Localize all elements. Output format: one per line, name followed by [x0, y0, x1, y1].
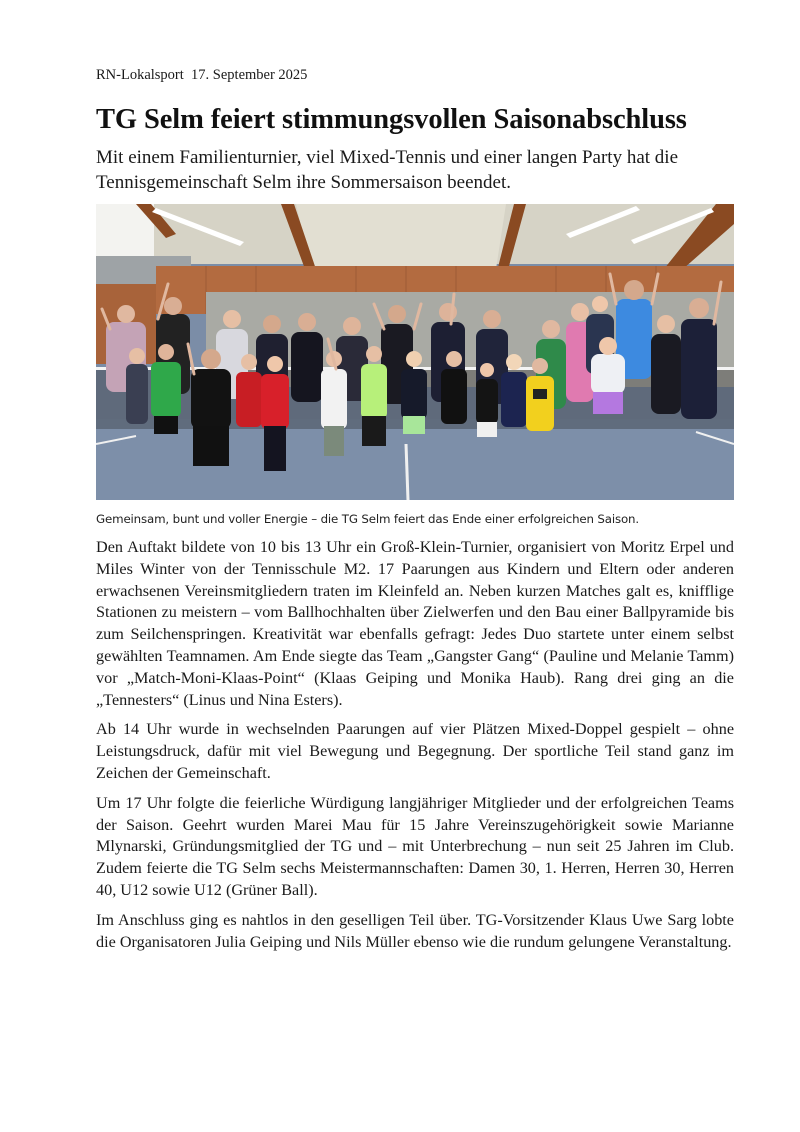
group-photo [96, 204, 734, 500]
paragraph: Um 17 Uhr folgte die feierliche Würdigung langjähriger Mitglieder und der erfolgreichen Teams der Saison. Geehrt wurden Marei Mau für 15 Jahre Vereinszugehörigkeit sowie Marianne Mlynarski, Gründungsmitglied der TG und – mit Unterbrechung – nun seit 25 Jahren im Club. Zudem feierte die TG Selm sechs Meistermannschaften: Damen 30, 1. Herren, Herren 30, Herren 40, U12 sowie U12 (Grüner Ball). [96, 793, 734, 899]
photo-caption: Gemeinsam, bunt und voller Energie – die TG Selm feiert das Ende einer erfolgreichen Saison. [96, 512, 639, 526]
publish-date: 17. September 2025 [191, 67, 308, 83]
article-headline: TG Selm feiert stimmungsvollen Saisonabschluss [96, 104, 687, 135]
court-line [406, 444, 408, 500]
paragraph: Den Auftakt bildete von 10 bis 13 Uhr ein Groß-Klein-Turnier, organisiert von Moritz Erpel und Miles Winter von der Tennisschule M2. 17 Paarungen aus Kindern und Eltern oder anderen erwachsenen Vereinsmitgliedern traten im Kleinfeld an. Neben kurzen Matches galt es, knifflige Stationen zu meistern – vom Ballhochhalten über Zielwerfen und den Bau einer Ballpyramide bis zum Seilchenspringen. Kreativität war ebenfalls gefragt: Jedes Duo startete unter einem selbst gewählten Teamnamen. Am Ende siegte das Team „Gangster Gang“ (Pauline und Melanie Tamm) vor „Match-Moni-Klaas-Point“ (Klaas Geiping und Monika Haub). Rang drei ging an die „Tennesters“ (Linus und Nina Esters). [96, 538, 734, 709]
article-lead: Mit einem Familienturnier, viel Mixed-Tennis und einer langen Party hat die Tennisgemeinschaft Selm ihre Sommersaison beendet. [96, 147, 679, 193]
source-label: RN-Lokalsport [96, 67, 184, 83]
group-photo-illustration [96, 204, 734, 500]
paragraph: Ab 14 Uhr wurde in wechselnden Paarungen auf vier Plätzen Mixed-Doppel gespielt – ohne Leistungsdruck, dafür mit viel Bewegung und Begegnung. Der sportliche Teil stand ganz im Zeichen der Gemeinschaft. [96, 720, 734, 782]
article-body [96, 537, 734, 961]
paragraph: Im Anschluss ging es nahtlos in den geselligen Teil über. TG-Vorsitzender Klaus Uwe Sarg lobte die Organisatoren Julia Geiping und Nils Müller ebenso wie die rundum gelungene Veranstaltung. [96, 910, 734, 951]
dateline [96, 67, 307, 84]
